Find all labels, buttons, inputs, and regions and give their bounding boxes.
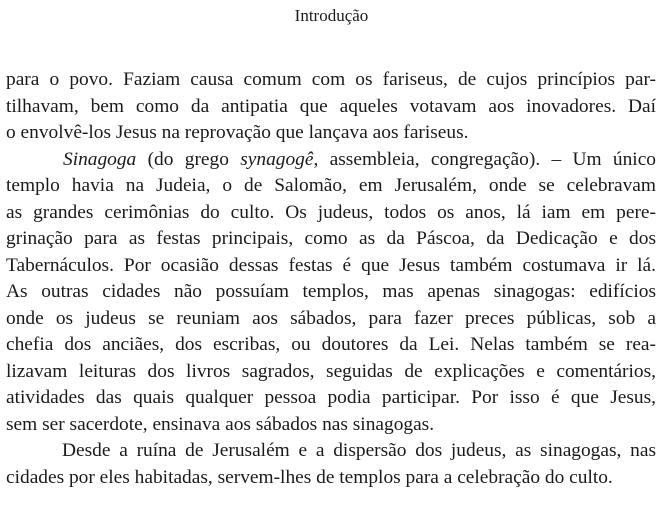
text-line: grinação para as festas principais, como as da Páscoa, da Dedicação e dos <box>6 228 656 249</box>
text-line: lizavam leituras dos livros sagrados, seguidas de explicações e comentários, <box>6 360 656 382</box>
running-header: Introdução <box>294 6 369 25</box>
text-line: tilhavam, bem como da antipatia que aqueles votavam aos inovadores. Daí <box>6 95 656 117</box>
body-text <box>6 67 656 491</box>
text-line: atividades das quais qualquer pessoa podia participar. Por isso é que Jesus, <box>6 387 656 408</box>
text-line <box>6 147 656 174</box>
text-fragment: , assembleia, congregação). – Um único <box>313 148 656 170</box>
text-line: cidades por eles habitadas, servem-lhes de templos para a celebração do culto. <box>6 466 613 488</box>
text-fragment: (do grego <box>136 148 241 170</box>
text-line: as grandes cerimônias do culto. Os judeus, todos os anos, lá iam em pere- <box>6 201 656 223</box>
text-line: o envolvê-los Jesus na reprovação que lançava aos fariseus. <box>6 122 469 143</box>
paragraph-dispersion <box>6 438 656 491</box>
text-line: chefia dos anciães, dos escribas, ou doutores da Lei. Nelas também se rea- <box>6 334 656 355</box>
paragraph-synagogue <box>6 147 656 439</box>
text-line: para o povo. Faziam causa comum com os fariseus, de cujos princípios par- <box>6 69 656 90</box>
paragraph-tax-collectors <box>6 67 656 147</box>
text-line: templo havia na Judeia, o de Salomão, em Jerusalém, onde se celebravam <box>6 175 656 196</box>
text-line: As outras cidades não possuíam templos, mas apenas sinagogas: edifícios <box>6 281 656 302</box>
text-line: Desde a ruína de Jerusalém e a dispersão dos judeus, as sinagogas, nas <box>62 440 656 461</box>
text-line: Tabernáculos. Por ocasião dessas festas é que Jesus também costumava ir lá. <box>6 254 656 276</box>
text-line: sem ser sacerdote, ensinava aos sábados nas sinagogas. <box>6 413 435 435</box>
text-line: onde os judeus se reuniam aos sábados, para fazer preces públicas, sob a <box>6 307 656 329</box>
entry-term: Sinagoga <box>63 148 137 170</box>
greek-term: synagogê <box>240 148 314 170</box>
